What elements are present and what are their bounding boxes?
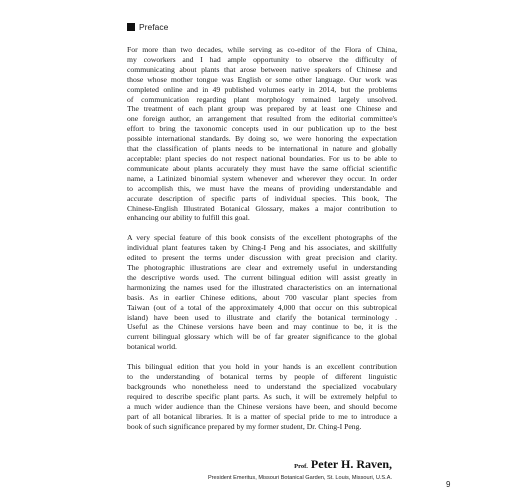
text-line: those whose mother tongue was English or some other language. Our work was [127,74,397,84]
text-line: of communication regarding plant morphology remained largely unsolved. [127,94,397,104]
text-line: communicating about plants that arose between native speakers of Chinese and [127,64,397,74]
section-header [127,22,168,32]
text-line: A very special feature of this book consists of the excellent photographs of the [127,233,397,243]
signature-prefix: Prof. [294,463,308,470]
text-line: edited to present the terms under discussion with great precision and clarity. [127,253,397,263]
signature-name-row [208,458,392,473]
text-line: book of such significance prepared by my former student, Dr. Ching-I Peng. [127,421,362,431]
text-line: accurate description of specific parts of individual species. This book, The [127,193,397,203]
page-number: 9 [446,480,451,489]
text-line: backgrounds who nonetheless need to understand the specialized vocabulary [127,382,397,391]
section-title: Preface [139,22,169,32]
text-line: required to describe specific plant parts. As such, it will be extremely helpful to [127,391,397,401]
text-line: effort to bring the taxonomic concepts used in our publication up to the best [127,124,397,134]
text-line: enhancing our ability to fulfill this goal. [127,213,250,223]
text-line: that the classification of plants needs to be international in nature and globally [127,144,397,154]
square-bullet-icon [127,23,135,31]
body-text [127,45,397,442]
text-line: to accomplish this, we must have the means of providing understandable and [127,183,397,193]
text-line: current bilingual glossary which will be of far greater significance to the global [127,332,397,342]
paragraph-2 [127,233,397,352]
text-line: botanical world. [127,342,177,352]
text-line: Taiwan (out of a total of the approximately 4,000 that occur on this subtropical [127,302,397,312]
paragraph-3 [127,362,397,431]
text-line: This bilingual edition that you hold in your hands is an excellent contribution [127,362,397,372]
signature-block [208,458,392,481]
text-line: a much wider audience than the Chinese versions have been, and should become [127,401,397,411]
text-line: the descriptive words used. The current bilingual edition will assist greatly in [127,272,397,282]
text-line: island) have been used to illustrate and clarify the botanical terminology . [127,312,397,322]
text-line: individual plant features taken by Ching-I Peng and his associates, and skillfully [127,243,397,253]
text-line: communicate about plants accurately they must have the same official scientific [127,163,397,173]
text-line: possible international standards. By doing so, we were honoring the expectation [127,134,397,144]
text-line: name, a Latinized binomial system whenever and wherever they occur. In order [127,173,397,183]
text-line: acceptable: plant species do not respect national boundaries. For us to be able to [127,153,397,163]
text-line: my coworkers and I had ample opportunity to observe the difficulty of [127,54,397,64]
signature-affiliation: President Emeritus, Missouri Botanical Garden, St. Louis, Missouri, U.S.A. [207,475,392,481]
text-line: part of all botanical libraries. It is a matter of special pride to me to introduce a [127,411,397,421]
signature-name: Peter H. Raven, [310,457,392,471]
text-line: The photographic illustrations are clear and extremely useful in understanding [127,263,397,273]
text-line: to the understanding of botanical terms by people of different linguistic [127,372,397,382]
paragraph-1 [127,45,397,223]
text-line: Chinese-English Illustrated Botanical Glossary, makes a major contribution to [127,203,397,213]
text-line: Useful as the Chinese versions have been and may continue to be, it is the [127,322,397,332]
text-line: basis. As in earlier Chinese editions, about 700 vascular plant species from [127,292,397,302]
text-line: one foreign author, an arrangement that resulted from the editorial committee's [127,114,397,124]
text-line: For more than two decades, while serving as co-editor of the Flora of China, [127,45,397,54]
text-line: harmonizing the names used for the illustrated characteristics on an international [127,282,397,292]
text-line: completed online and in 49 published volumes early in 2014, but the problems [127,84,397,94]
text-line: The treatment of each plant group was prepared by at least one Chinese and [127,104,397,114]
